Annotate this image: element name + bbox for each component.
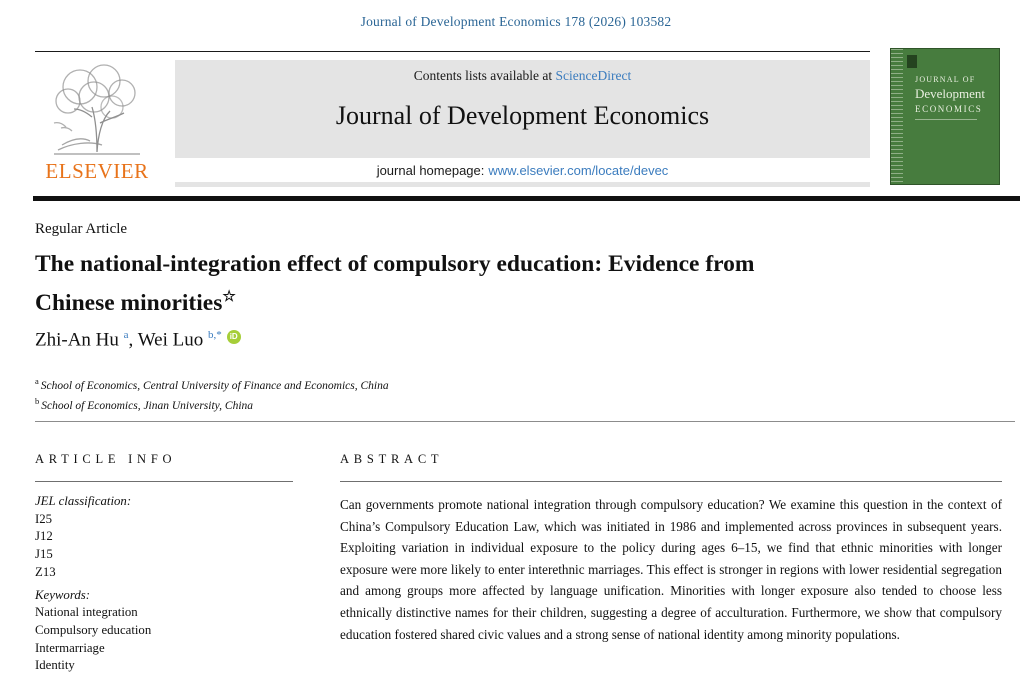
jel-code: J12	[35, 529, 53, 544]
affiliations	[35, 374, 389, 415]
authors-line	[35, 329, 241, 351]
sciencedirect-link[interactable]: ScienceDirect	[555, 68, 632, 83]
article-type-label: Regular Article	[35, 221, 128, 237]
abstract-heading: ABSTRACT	[340, 452, 1002, 482]
header-thick-rule	[33, 196, 1020, 201]
jel-code: J15	[35, 547, 53, 562]
top-divider	[35, 51, 870, 52]
author-name: Zhi-An Hu	[35, 329, 119, 351]
keyword: National integration	[35, 605, 138, 620]
section-divider	[35, 421, 1015, 422]
cover-title-line2: Development	[915, 86, 986, 101]
cover-title	[915, 75, 993, 120]
elsevier-wordmark: ELSEVIER	[45, 159, 149, 183]
affiliation-text: School of Economics, Jinan University, China	[41, 400, 254, 413]
article-info-section	[35, 452, 293, 675]
homepage-link[interactable]: www.elsevier.com/locate/devec	[488, 162, 669, 178]
article-title-text: The national-integration effect of compulsory education: Evidence from Chinese minorities	[35, 251, 755, 316]
elsevier-tree-icon	[42, 57, 152, 161]
keyword: Identity	[35, 658, 75, 673]
banner-bottom-strip	[175, 182, 870, 187]
affiliation-text: School of Economics, Central University of Finance and Economics, China	[40, 379, 389, 392]
keyword: Intermarriage	[35, 640, 105, 655]
author-affiliation-sup[interactable]: a	[123, 329, 129, 341]
banner-top	[175, 60, 870, 158]
authors-separator: ,	[128, 329, 138, 351]
orcid-icon[interactable]: iD	[227, 330, 241, 344]
cover-divider	[915, 119, 977, 120]
author-affiliation-sup[interactable]: b,*	[207, 329, 222, 341]
homepage-prefix: journal homepage:	[376, 162, 485, 178]
contents-line	[175, 68, 870, 84]
article-info-heading: ARTICLE INFO	[35, 452, 293, 482]
article-title	[35, 248, 835, 320]
homepage-line	[175, 158, 870, 182]
title-footnote-star[interactable]: ☆	[222, 289, 236, 305]
cover-title-line3: ECONOMICS	[915, 104, 983, 114]
cover-spine-text	[891, 49, 903, 184]
journal-citation-link[interactable]: Journal of Development Economics 178 (2026) 103582	[360, 14, 672, 29]
affiliation-line	[35, 374, 389, 394]
author-name: Wei Luo	[137, 329, 204, 351]
cover-logo-badge	[907, 55, 917, 68]
affiliation-sup: b	[35, 396, 40, 407]
abstract-section	[340, 452, 1002, 645]
contents-prefix: Contents lists available at	[413, 68, 556, 83]
keyword: Compulsory education	[35, 622, 152, 637]
abstract-text: Can governments promote national integration through compulsory education? We examine this question in the context of China’s Compulsory Education Law, which was initiated in 1986 and implemented across provinces in subsequent years. Exploiting variation in individual exposure to the policy during ages 6–15, we find that ethnic minorities with longer exposure were more likely to enter interethnic marriages. This effect is stronger in regions with lower residential segregation and among groups more affected by language unification. Minorities with longer exposure also tended to choose less ethnically distinctive names for their children, suggesting a degree of acculturation. Furthermore, we show that compulsory education fostered shared civic values and a strong sense of national identity among minority populations.	[340, 497, 1002, 642]
journal-header-banner	[175, 60, 870, 187]
affiliation-sup: a	[35, 376, 39, 386]
jel-classification-label: JEL classification:	[35, 494, 132, 508]
jel-code: Z13	[35, 564, 56, 579]
affiliation-line	[35, 394, 389, 414]
keywords-label: Keywords:	[35, 587, 90, 602]
elsevier-logo	[33, 57, 161, 189]
jel-code: I25	[35, 511, 53, 526]
cover-title-line1: JOURNAL OF	[915, 75, 976, 84]
journal-cover-thumbnail[interactable]	[890, 48, 1000, 185]
article-info-body	[35, 493, 293, 675]
journal-name: Journal of Development Economics	[335, 101, 710, 130]
